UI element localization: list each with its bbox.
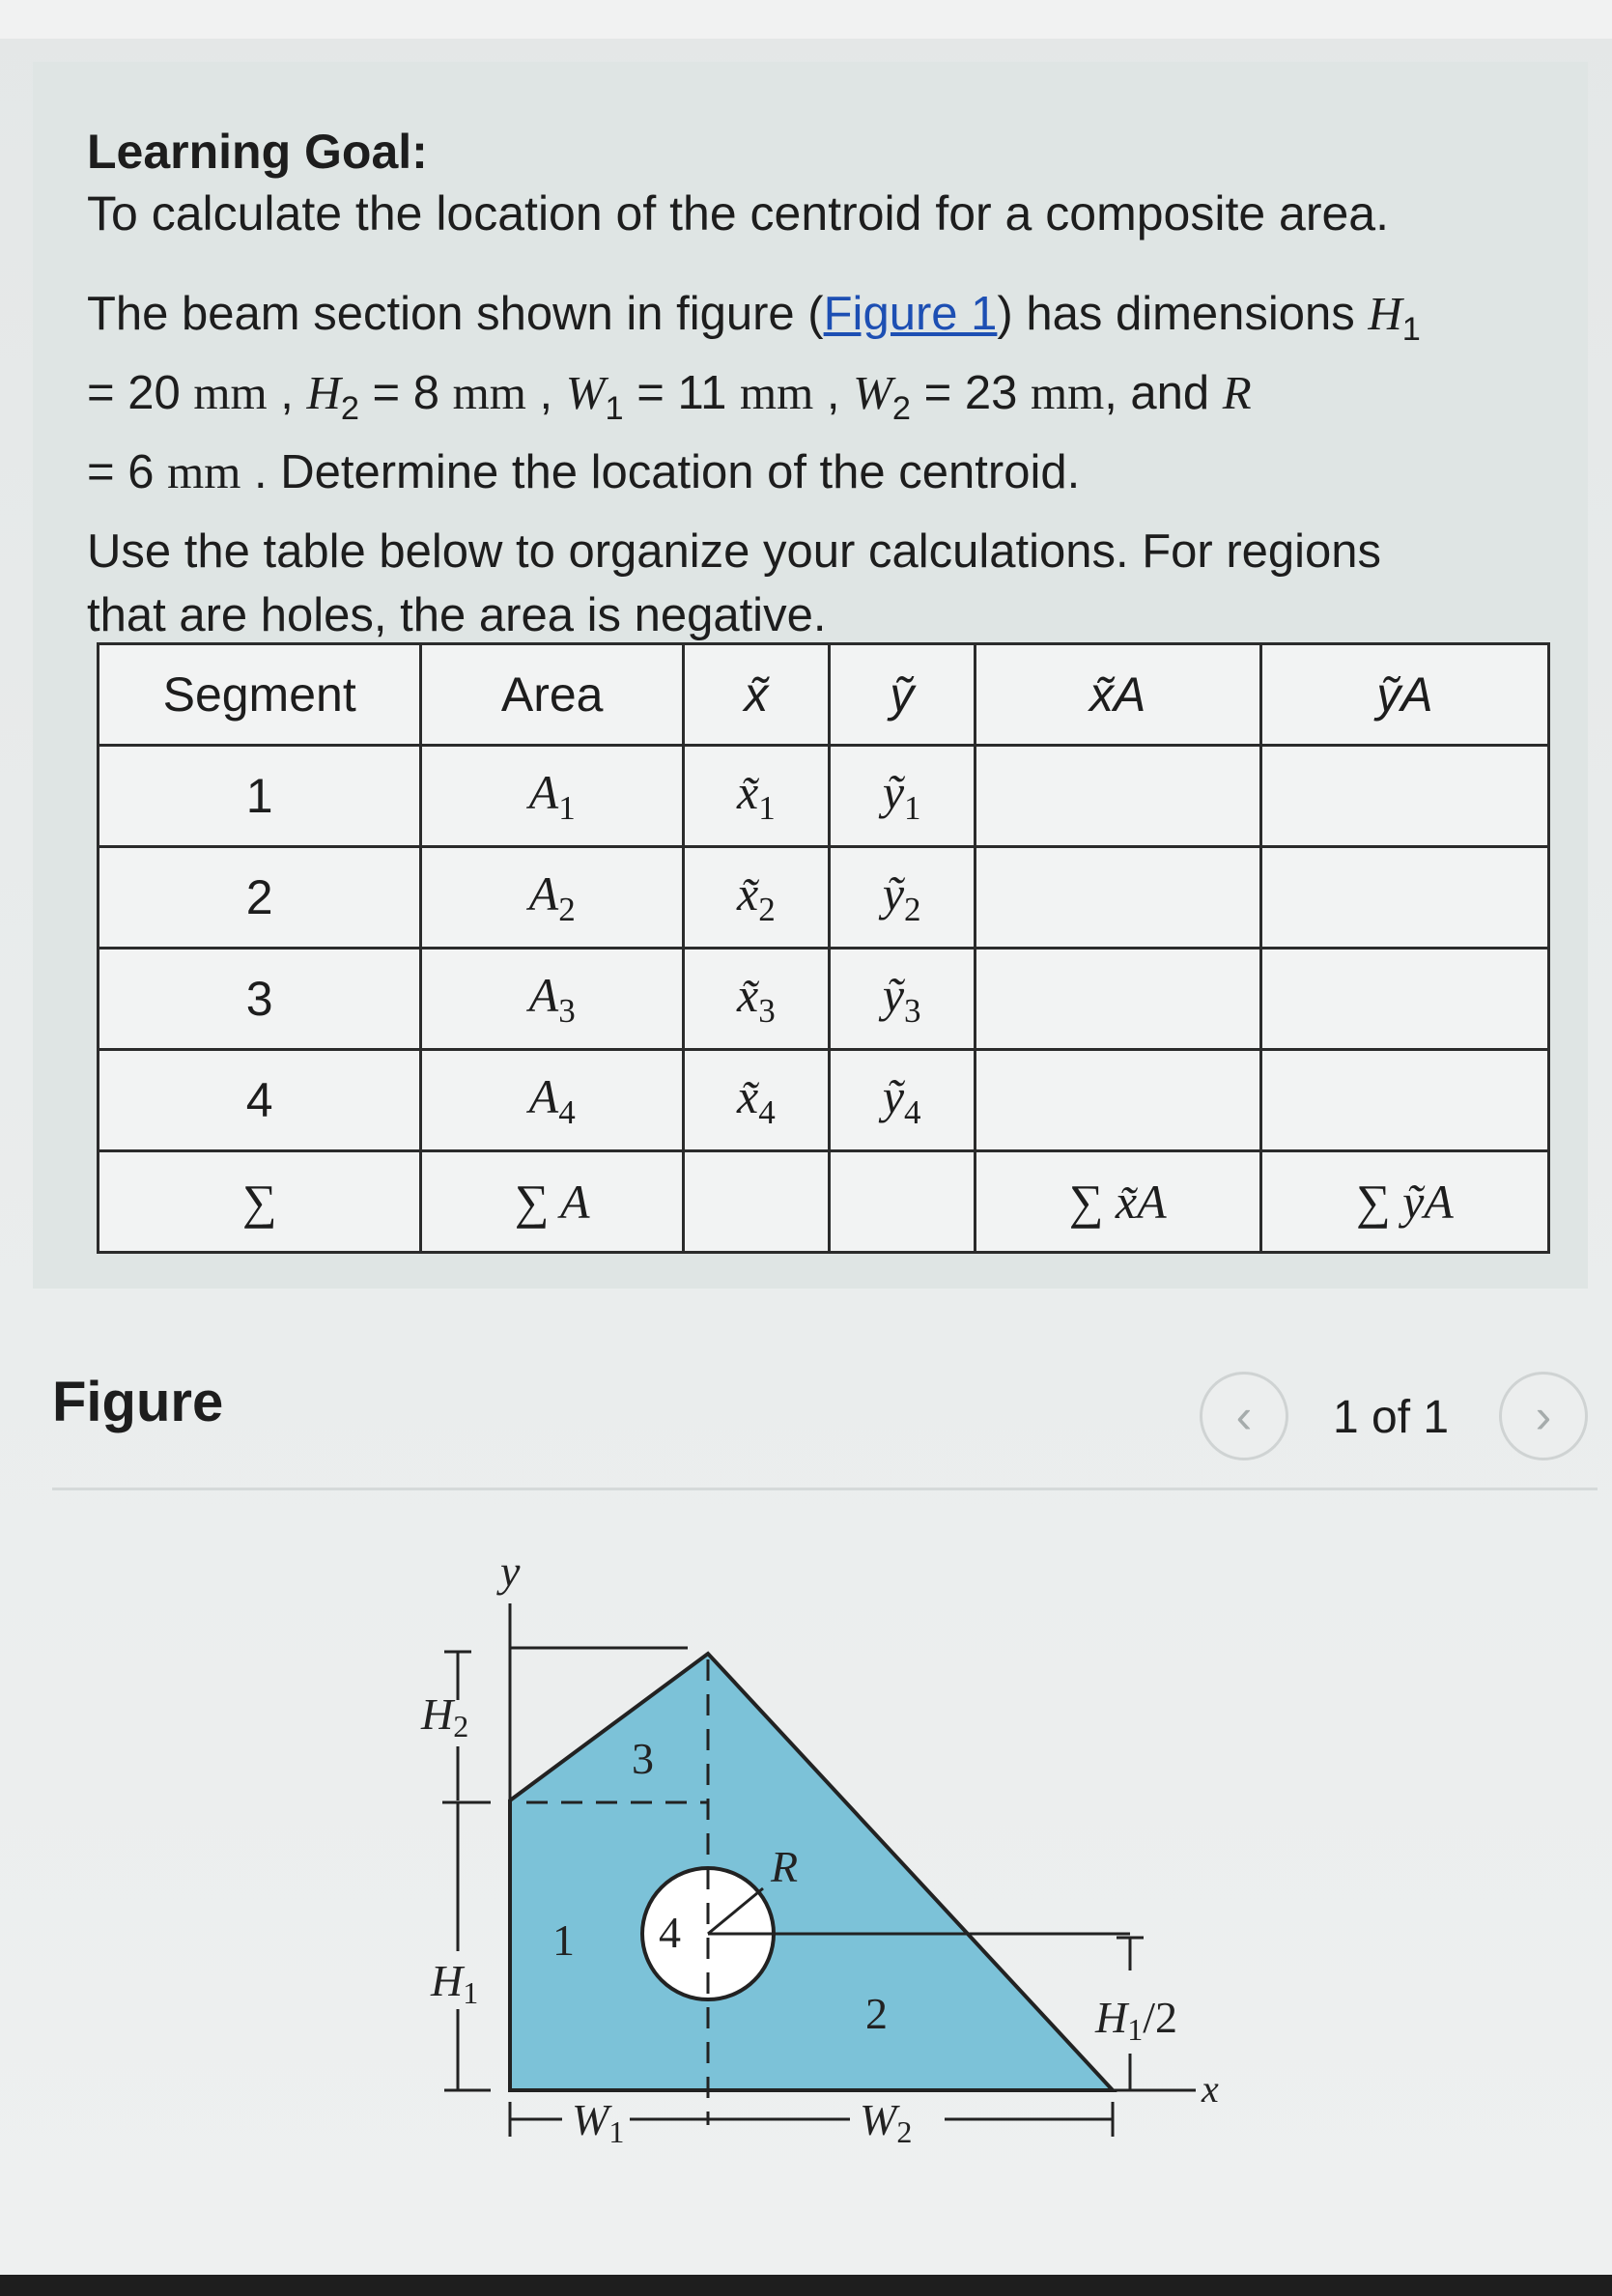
header-x-tilde: x̃ [684, 644, 830, 746]
w2-label-symbol: W [860, 2095, 897, 2144]
row4-area-symbol: A [528, 1069, 559, 1123]
w1-symbol: W [565, 365, 606, 419]
h1-value: = 20 [87, 366, 181, 419]
chevron-left-icon: ‹ [1235, 1389, 1253, 1443]
figure-pager: 1 of 1 [1333, 1392, 1450, 1443]
header-y-tilde: ỹ [829, 644, 975, 746]
w1-label-symbol: W [572, 2095, 609, 2144]
row3-segment: 3 [99, 949, 421, 1050]
row1-xa-cell[interactable] [975, 746, 1260, 847]
h1-label-sub: 1 [463, 1975, 479, 2010]
figure-1-link[interactable]: Figure 1 [823, 288, 998, 340]
row1-area [421, 746, 684, 847]
table-header-row [99, 644, 1549, 746]
row1-y-sub: 1 [904, 789, 921, 827]
sum-area: ∑ A [421, 1151, 684, 1253]
row1-area-sub: 1 [558, 789, 576, 827]
h1-half-sub: 1 [1127, 2012, 1144, 2047]
h2-label [420, 1689, 468, 1743]
row4-x [684, 1050, 830, 1151]
sum-y-empty [829, 1151, 975, 1253]
row3-xa-cell[interactable] [975, 949, 1260, 1050]
row2-x-sub: 2 [758, 891, 776, 928]
learning-goal-title: Learning Goal: [87, 125, 428, 179]
w2-value: = 23 [923, 366, 1018, 419]
header-ya: ỹA [1260, 644, 1548, 746]
w2-symbol: W [853, 365, 892, 419]
w1-value: = 11 [636, 366, 727, 419]
row3-area-sub: 3 [558, 992, 576, 1030]
table-row [99, 847, 1549, 949]
row4-x-sub: 4 [758, 1093, 776, 1131]
row2-y [829, 847, 975, 949]
row4-area [421, 1050, 684, 1151]
row4-y [829, 1050, 975, 1151]
row3-y [829, 949, 975, 1050]
row2-xa-cell[interactable] [975, 847, 1260, 949]
instructions-line-1: Use the table below to organize your calculations. For regions [87, 525, 1382, 578]
w1-sub: 1 [605, 389, 624, 427]
row1-x-sub: 1 [758, 789, 776, 827]
row3-x-sub: 3 [758, 992, 776, 1030]
row4-ya-cell[interactable] [1260, 1050, 1548, 1151]
w1-label [572, 2095, 624, 2149]
radius-label: R [771, 1842, 799, 1891]
r-value: = 6 [87, 445, 155, 498]
row2-area-sub: 2 [558, 891, 576, 928]
unit-w2: mm [1030, 365, 1105, 419]
unit-r: mm [167, 444, 241, 498]
figure-divider [52, 1488, 1598, 1490]
header-xa: x̃A [975, 644, 1260, 746]
row1-ya-cell[interactable] [1260, 746, 1548, 847]
prev-figure-button[interactable] [1200, 1372, 1288, 1460]
row1-x [684, 746, 830, 847]
h1-half-symbol: H [1095, 1993, 1128, 2042]
ending-text: . Determine the location of the centroid. [253, 445, 1081, 498]
row2-x-symbol: x̃ [737, 866, 759, 921]
h1-label-symbol: H [431, 1956, 464, 2005]
row3-x [684, 949, 830, 1050]
h1-half-label [1094, 1993, 1177, 2047]
intro-text: The beam section shown in figure ( [87, 288, 824, 340]
r-symbol: R [1222, 365, 1252, 419]
sum-xa: ∑ x̃A [975, 1151, 1260, 1253]
table-row [99, 949, 1549, 1050]
h2-label-sub: 2 [453, 1709, 469, 1743]
region-2-label: 2 [865, 1989, 888, 2038]
table-row [99, 746, 1549, 847]
w2-sub: 2 [891, 389, 911, 427]
row3-ya-cell[interactable] [1260, 949, 1548, 1050]
row2-segment: 2 [99, 847, 421, 949]
beam-section-figure [0, 1507, 1612, 2260]
h2-sub: 2 [340, 389, 359, 427]
w2-label [860, 2095, 912, 2149]
and-text: , and [1104, 366, 1210, 419]
row4-y-symbol: ỹ [882, 1069, 905, 1123]
row3-y-sub: 3 [904, 992, 921, 1030]
row2-ya-cell[interactable] [1260, 847, 1548, 949]
row1-x-symbol: x̃ [737, 765, 759, 819]
h1-sub: 1 [1401, 310, 1421, 348]
instructions-line-2: that are holes, the area is negative. [87, 589, 827, 641]
beam-polygon [510, 1654, 1113, 2090]
sum-ya: ∑ ỹA [1260, 1151, 1548, 1253]
unit-h1: mm [193, 365, 268, 419]
h1-label [430, 1956, 478, 2010]
row3-x-symbol: x̃ [737, 968, 759, 1022]
row4-area-sub: 4 [558, 1093, 576, 1131]
unit-h2: mm [452, 365, 526, 419]
row2-y-symbol: ỹ [882, 866, 905, 921]
h2-symbol: H [306, 365, 341, 419]
region-3-label: 3 [632, 1734, 654, 1783]
row1-y [829, 746, 975, 847]
next-figure-button[interactable] [1499, 1372, 1588, 1460]
row1-y-symbol: ỹ [882, 765, 905, 819]
row2-x [684, 847, 830, 949]
row3-area [421, 949, 684, 1050]
centroid-table [97, 642, 1550, 1254]
region-1-label: 1 [552, 1915, 575, 1965]
h2-label-symbol: H [421, 1689, 454, 1739]
sum-segment: ∑ [99, 1151, 421, 1253]
w1-label-sub: 1 [608, 2114, 625, 2149]
h2-value: = 8 [372, 366, 440, 419]
problem-statement: The beam section shown in figure (Figure 1) has dimensions $H_1$ = 20 mm , $H_2 = 8$ mm , $W_1 = 11$ mm , $W_2 = 23$ mm, and R = 6 mm . Determine the location of the centroid. [87, 287, 1421, 498]
row3-y-symbol: ỹ [882, 968, 905, 1022]
row4-xa-cell[interactable] [975, 1050, 1260, 1151]
row3-area-symbol: A [528, 968, 559, 1022]
row4-y-sub: 4 [904, 1093, 921, 1131]
y-axis-label: y [500, 1546, 521, 1596]
intro-post-link: ) has dimensions [997, 288, 1369, 340]
row2-area-symbol: A [528, 866, 559, 921]
row2-area [421, 847, 684, 949]
h1-half-suffix: /2 [1143, 1993, 1178, 2042]
chevron-right-icon: › [1535, 1389, 1552, 1443]
bottom-strip [0, 2275, 1612, 2296]
x-axis-label: x [1202, 2067, 1219, 2111]
sum-x-empty [684, 1151, 830, 1253]
row1-area-symbol: A [528, 765, 559, 819]
unit-w1: mm [739, 365, 814, 419]
row1-segment: 1 [99, 746, 421, 847]
header-area: Area [421, 644, 684, 746]
w2-label-sub: 2 [896, 2114, 913, 2149]
row4-x-symbol: x̃ [737, 1069, 759, 1123]
h1-symbol: H [1368, 287, 1402, 340]
table-row [99, 1050, 1549, 1151]
region-4-label: 4 [659, 1908, 681, 1957]
top-strip [0, 0, 1612, 39]
table-sum-row [99, 1151, 1549, 1253]
row2-y-sub: 2 [904, 891, 921, 928]
header-segment: Segment [99, 644, 421, 746]
learning-goal-text: To calculate the location of the centroid for a composite area. [87, 186, 1389, 241]
row4-segment: 4 [99, 1050, 421, 1151]
figure-title: Figure [52, 1371, 224, 1433]
